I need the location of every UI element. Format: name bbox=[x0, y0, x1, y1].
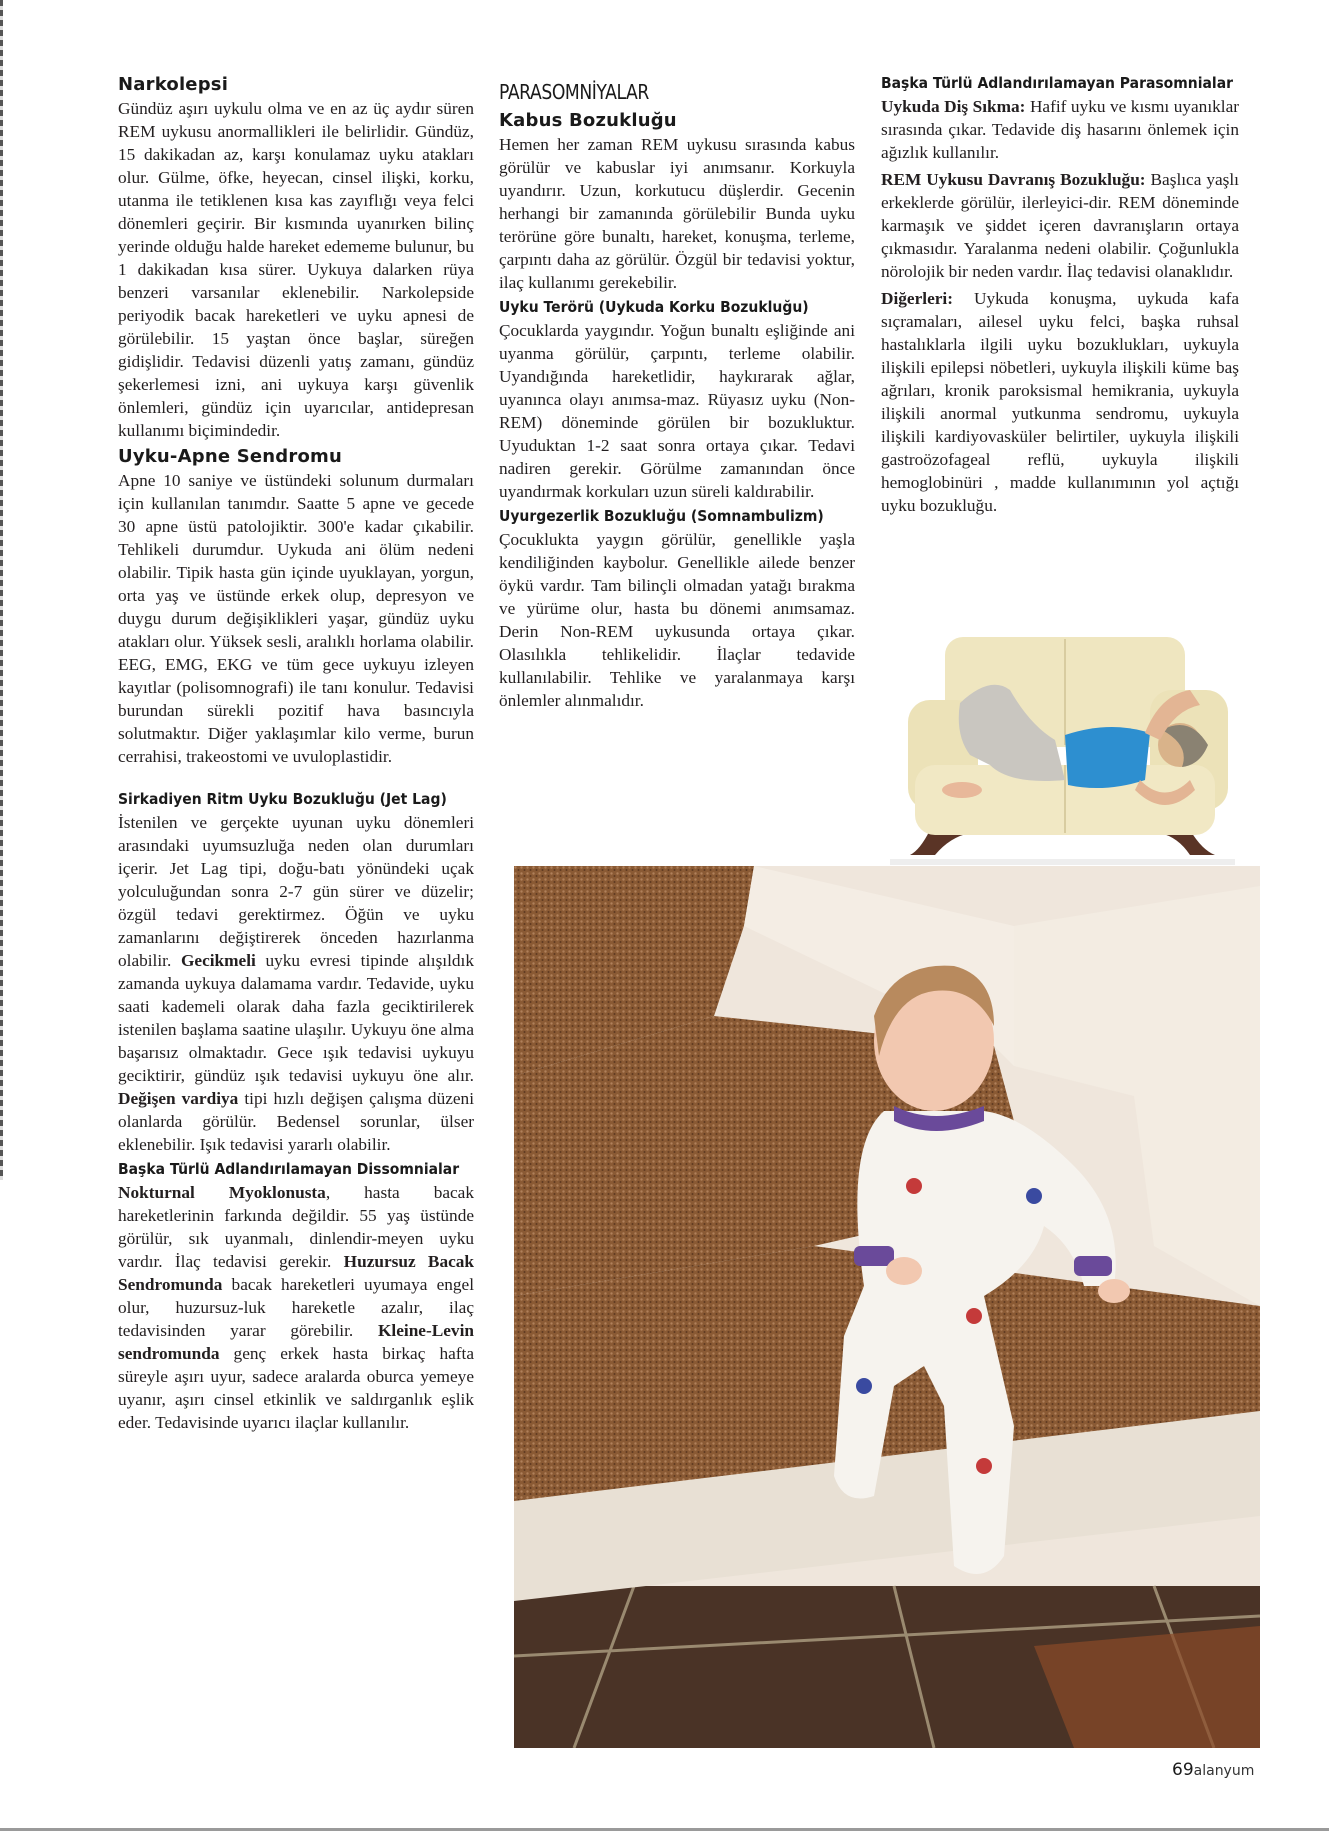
section-title-parasomniyalar: PARASOMNİYALAR bbox=[499, 80, 649, 104]
magazine-brand: alanyum bbox=[1193, 1763, 1255, 1779]
paragraph-uyku-apne: Apne 10 saniye ve üstündeki solunum durmaları için kullanılan tanımdır. Saatte 5 apne ve gecede 30 apne üstü patolojiktir. 300'e kadar çıkabilir. Tehlikeli durumdur. Uykuda ani ölüm nedeni olabilir. Tipik hasta gün içinde uyuklayan, yorgun, orta yaş ve üstünde erkek olup, depresyon ve duygu durum değişiklikleri yaşar, gündüz uyku atakları olur. Yüksek sesli, aralıklı horlama olabilir. EEG, EMG, EKG ve tüm gece uykuyu izleyen kayıtlar (polisomnografi) ile tanı konulur. Tedavisi burundan sürekli pozitif hava basıncıyla solutmaktır. Diğer yaklaşımlar kilo verme, burun cerrahisi, trakeostomi ve uvuloplastidir. bbox=[118, 471, 474, 766]
photo-woman-on-sofa bbox=[890, 615, 1235, 865]
paragraph-digerleri: Diğerleri: Uykuda konuşma, uykuda kafa sıçramaları, ailesel uyku felci, başka ruhsal hastalıklarla ilgili uyku bozuklukları, uykuyla ilişkili epilepsi nöbetleri, uykuyla ilişkili küme baş ağrıları, kronik paroksismal hemikrania, uykuyla ilişkili anormal yutkunma sendromu, uykuyla ilişkili kardiyovasküler belirtiler, uykuyla ilişkili gastroözofageal reflü, uykuyla ilişkili hemoglobinüri , madde kullanımının yol açtığı uyku bozukluğu. bbox=[881, 289, 1239, 515]
column-right bbox=[881, 74, 1239, 521]
paragraph-narkolepsi: Gündüz aşırı uykulu olma ve en az üç aydır süren REM uykusu anormallikleri ile belirlidir. Gündüz, 15 dakikadan az, karşı konulamaz uyku atakları olur. Gülme, öfke, heyecan, cinsel ilişki, korku, utanma ile tetiklenen kısa kas zayıflığı veya felci dönemleri geçirir. Bir kısmında uyanırken bilinç yerinde olduğu halde hareket edememe bulunur, bu 1 dakikadan kısa sürer. Uykuya dalarken rüya benzeri varsanılar eklenebilir. Narkolepside periyodik bacak hareketleri ve uyku apnesi de görülebilir. 15 yaştan önce başlar, süreğen gidişlidir. Tedavisi düzenli yatış zamanı, gündüz şekerlemesi izni, ani uykuya karşı güvenlik önlemleri, gündüz için uyarıcılar, antidepresan kullanımı biçimindedir. bbox=[118, 99, 474, 440]
paragraph-kabus: Hemen her zaman REM uykusu sırasında kabus görülür ve kabuslar iyi anımsanır. Korkuyla uyandırır. Uzun, korkutucu düşlerdir. Gecenin herhangi bir zamanında görülebilir Bunda uyku terörüne göre bunaltı, hareket, konuşma, terleme, çarpıntı daha az görülür. Özgül bir tedavisi yoktur, ilaç kullanımı gerekebilir. bbox=[499, 135, 855, 292]
heading-uyku-teroru: Uyku Terörü (Uykuda Korku Bozukluğu) bbox=[499, 298, 809, 316]
heading-narkolepsi: Narkolepsi bbox=[118, 74, 229, 95]
heading-dissomnialar: Başka Türlü Adlandırılamayan Dissomnialar bbox=[118, 1160, 460, 1178]
page-number: 69 bbox=[1172, 1760, 1194, 1780]
heading-uyku-apne: Uyku-Apne Sendromu bbox=[118, 446, 342, 467]
heading-kabus: Kabus Bozukluğu bbox=[499, 110, 677, 131]
photo-toddler-on-stairs bbox=[514, 866, 1260, 1748]
heading-uyurgezerlik: Uyurgezerlik Bozukluğu (Somnambulizm) bbox=[499, 507, 824, 525]
column-middle bbox=[499, 74, 855, 716]
page-binding-edge bbox=[0, 0, 3, 1180]
paragraph-dissomnialar: Nokturnal Myoklonusta, hasta bacak hareketlerinin farkında değildir. 55 yaş üstünde görülür, sık uyanmalı, dinlendir-meyen uyku vardır. İlaç tedavisi gerekir. Huzursuz Bacak Sendromunda bacak hareketleri uyumaya engel olur, huzursuz-luk hareketle azalır, ilaç tedavisinden yarar görebilir. Kleine-Levin sendromunda genç erkek hasta birkaç hafta süreyle aşırı uyur, sadece aralarda oburca yemeye uyanır, aşırı cinsel etkinlik ve saldırganlık eşlik eder. Tedavisinde uyarıcı ilaçlar kullanılır. bbox=[118, 1183, 475, 1432]
heading-sirkadiyen: Sirkadiyen Ritm Uyku Bozukluğu (Jet Lag) bbox=[118, 790, 447, 808]
paragraph-uyurgezerlik: Çocuklukta yaygın görülür, genellikle yaşla kendiliğinden kaybolur. Genellikle ailede benzer öykü vardır. Tam bilinçli olmadan yatağı bırakma ve yürüme olur, hasta bu dönemi anımsamaz. Derin Non-REM uykusunda ortaya çıkar. Olasılıkla tehlikelidir. İlaçlar tedavide kullanılabilir. Tehlike ve yaralanmaya karşı önlemler alınmalıdır. bbox=[499, 530, 855, 710]
paragraph-uyku-teroru: Çocuklarda yaygındır. Yoğun bunaltı eşliğinde ani uyanma görülür, çarpıntı, terleme olabilir. Uyandığında hareketlidir, haykırarak ağlar, uyanınca olayı anımsa-maz. Rüyasız uyku (Non-REM) döneminde görülen bir bozukluktur. Uyuduktan 1-2 saat sonra ortaya çıkar. Tedavi nadiren gerekir. Görülme zamanından önce uyandırmak korkuları uzun süreli kaldırabilir. bbox=[499, 321, 855, 501]
column-left bbox=[118, 74, 474, 1438]
page-footer bbox=[1172, 1760, 1254, 1780]
paragraph-dis-sikma: Uykuda Diş Sıkma: Hafif uyku ve kısmı uyanıklar sırasında çıkar. Tedavide diş hasarını önlemek için ağızlık kullanılır. bbox=[881, 97, 1239, 162]
paragraph-sirkadiyen: İstenilen ve gerçekte uyunan uyku dönemleri arasındaki uyumsuzluğa neden olan durumları içerir. Jet Lag tipi, doğu-batı yönündeki uçak yolculuğundan sonra 2-7 gün sürer ve düzelir; özgül tedavi gerektirmez. Öğün ve uyku zamanlarını değiştirerek önceden hazırlanma olabilir. Gecikmeli uyku evresi tipinde alışıldık zamanda uykuya dalamama vardır. Tedavide, uyku saati kademeli olarak daha fazla geciktirilerek istenilen başlama saatine ulaşılır. Uykuyu öne alma başarısız olmaktadır. Gece ışık tedavisi uykuyu geciktirir, gündüz ışık tedavisi uykuyu öne alır. Değişen vardiya tipi hızlı değişen çalışma düzeni olanlarda görülür. Bedensel sorunlar, ülser eklenebilir. Işık tedavisi yararlı olabilir. bbox=[118, 813, 474, 1154]
heading-parasomnialar: Başka Türlü Adlandırılamayan Parasomnialar bbox=[881, 74, 1233, 92]
paragraph-rem-davranis: REM Uykusu Davranış Bozukluğu: Başlıca yaşlı erkeklerde görülür, ilerleyici-dir. REM döneminde karmaşık ve şiddet içeren davranışların ortaya çıkmasıdır. Yaralanma nedeni olabilir. Çoğunlukla nörolojik bir neden vardır. İlaç tedavisi olanaklıdır. bbox=[881, 170, 1239, 281]
